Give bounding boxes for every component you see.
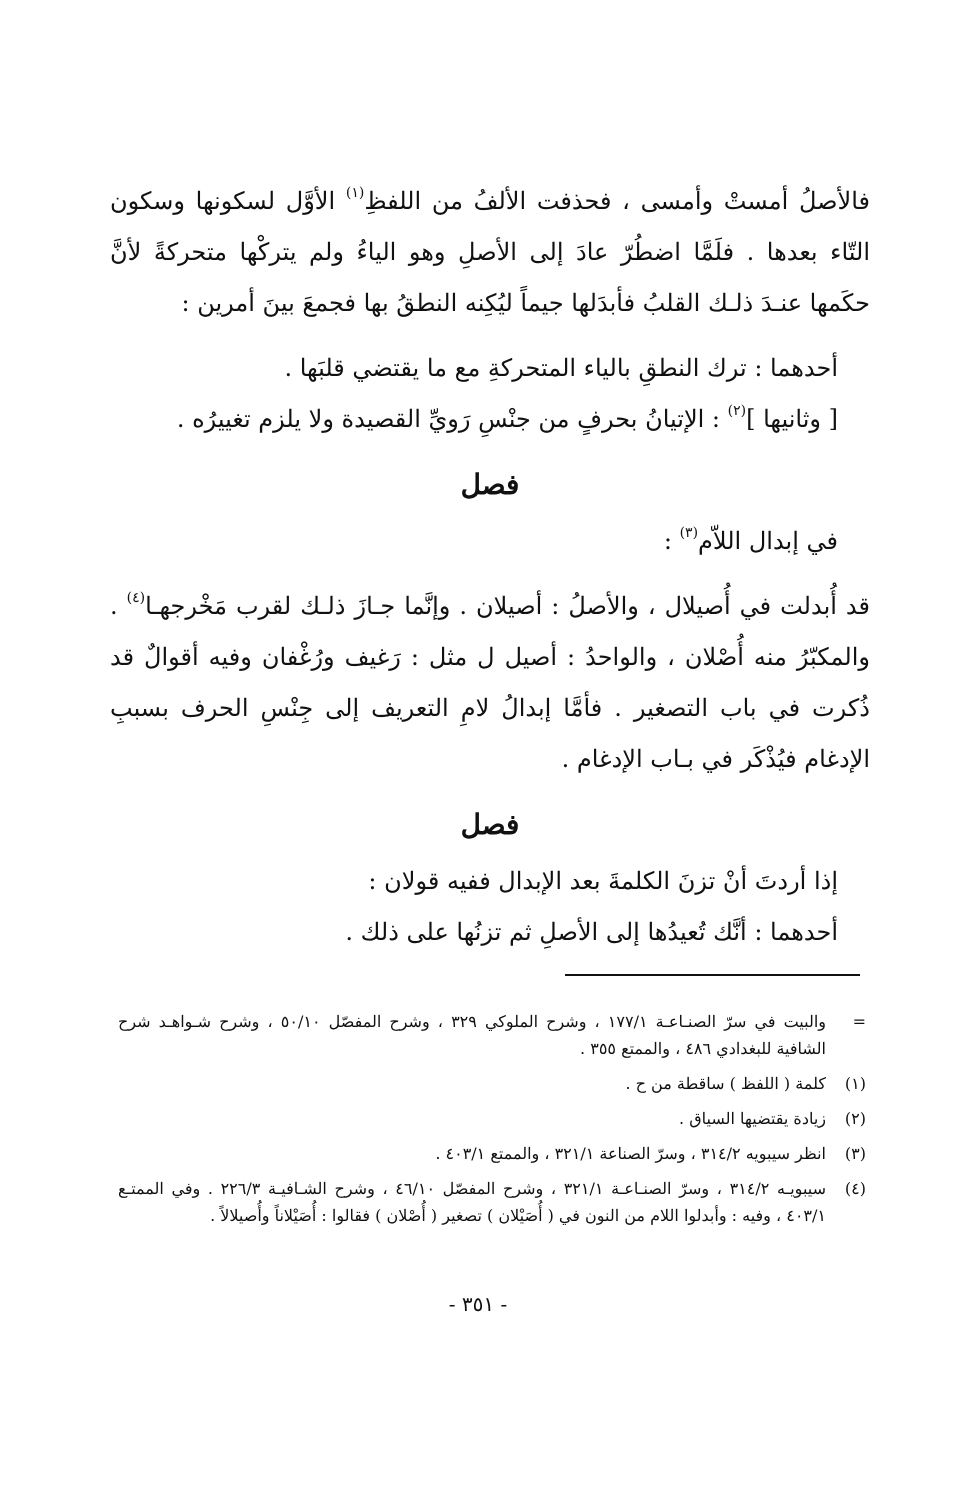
footnote-mark: (١) [844,1074,866,1093]
footnote-ref-4[interactable]: (٤) [126,590,146,606]
paragraph-7: أحدهما : أنَّك تُعيدُها إلى الأصلِ ثم تزنُها على ذلك . [345,918,838,946]
footnote-ref-2[interactable]: (٢) [727,403,747,419]
footnote-separator [565,974,860,976]
footnote-continuation [118,1008,866,1062]
footnote-2 [118,1105,866,1132]
paragraph-6: إذا أردتَ أنْ تزنَ الكلمةَ بعد الإبدال ففيه قولان : [368,867,838,895]
footnote-text: والبيت في سرّ الصنـاعـة ١٧٧/١ ، وشرح الملوكي ٣٢٩ ، وشرح المفصّل ٥٠/١٠ ، وشرح شـواهـد شرح الشافية للبغدادي ٤٨٦ ، والممتع ٣٥٥ . [118,1012,827,1058]
section-heading-2: فصل [460,808,520,841]
footnote-text: زيادة يقتضيها السياق . [679,1109,826,1128]
footnote-text: انظر سيبويه ٣١٤/٢ ، وسرّ الصناعة ٣٢١/١ ، والممتع ٤٠٣/١ . [435,1144,826,1163]
footnote-3 [118,1140,866,1167]
section-heading-1: فصل [460,468,520,501]
page-number: - ٣٥١ - [448,1292,508,1316]
paragraph-4: في إبدال اللاّم$^{(٣)}$ : [663,525,838,555]
footnote-mark: (٤) [844,1179,866,1198]
footnote-4 [118,1175,866,1229]
paragraph-3: [ وثانيها ]$^{(٢)}$ : الإتيانُ بحرفٍ من جنْسِ رَويِّ القصيدة ولا يلزم تغييرُه . [176,403,838,433]
footnote-mark: (٢) [844,1109,866,1128]
footnote-1 [118,1070,866,1097]
footnotes [118,1008,866,1237]
footnote-text: كلمة ( اللفظ ) ساقطة من ح . [625,1074,826,1093]
paragraph-5: قد أُبدلت في أُصيلال ، والأصلُ : أصيلان . وإنَّما جـازَ ذلـك لقرب مَخْرجهـا$^{(٤)}$ . والمكبّرُ منه أُصْلان ، والواحدُ : أصيل ل مثل : رَغيف ورُغْفان وفيه أقوالٌ قد ذُكرت في باب التصغير . فأمَّا إبدالُ لامِ التعريف إلى جِنْسِ الحرف بسببِ الإدغام فيُذْكَر في بـاب الإدغام . [110,590,871,773]
paragraph-1: فالأصلُ أمستْ وأمسى ، فحذفت الألفُ من اللفظِ$^{(١)}$ الأوَّل لسكونها وسكون التّاء بعدها . فلَمَّا اضطُرّ عادَ إلى الأصلِ وهو الياءُ ولم يتركْها متحركةً لأنَّ حكَمها عنـدَ ذلـك القلبُ فأبدَلها جيماً ليُكِنه النطقُ بها فجمعَ بينَ أمرين : [110,185,870,317]
main-text [110,176,870,958]
paragraph-2: أحدهما : ترك النطقِ بالياء المتحركةِ مع ما يقتضي قلبَها . [284,354,838,382]
footnote-ref-3[interactable]: (٣) [679,525,699,541]
footnote-mark: (٣) [844,1144,866,1163]
footnote-ref-1[interactable]: (١) [345,185,365,201]
footnote-mark: = [852,1012,866,1031]
footnote-text: سيبويـه ٣١٤/٢ ، وسرّ الصنـاعـة ٣٢١/١ ، وشرح المفصّل ٤٦/١٠ ، وشرح الشـافيـة ٢٢٦/٣ . وفي الممتـع ٤٠٣/١ ، وفيه : وأبدلوا اللام من النون في ( أُصَيْلان ) تصغير ( أُصْلان ) فقالوا : أُصَيْلاناً وأُصيلالاً . [118,1179,827,1225]
